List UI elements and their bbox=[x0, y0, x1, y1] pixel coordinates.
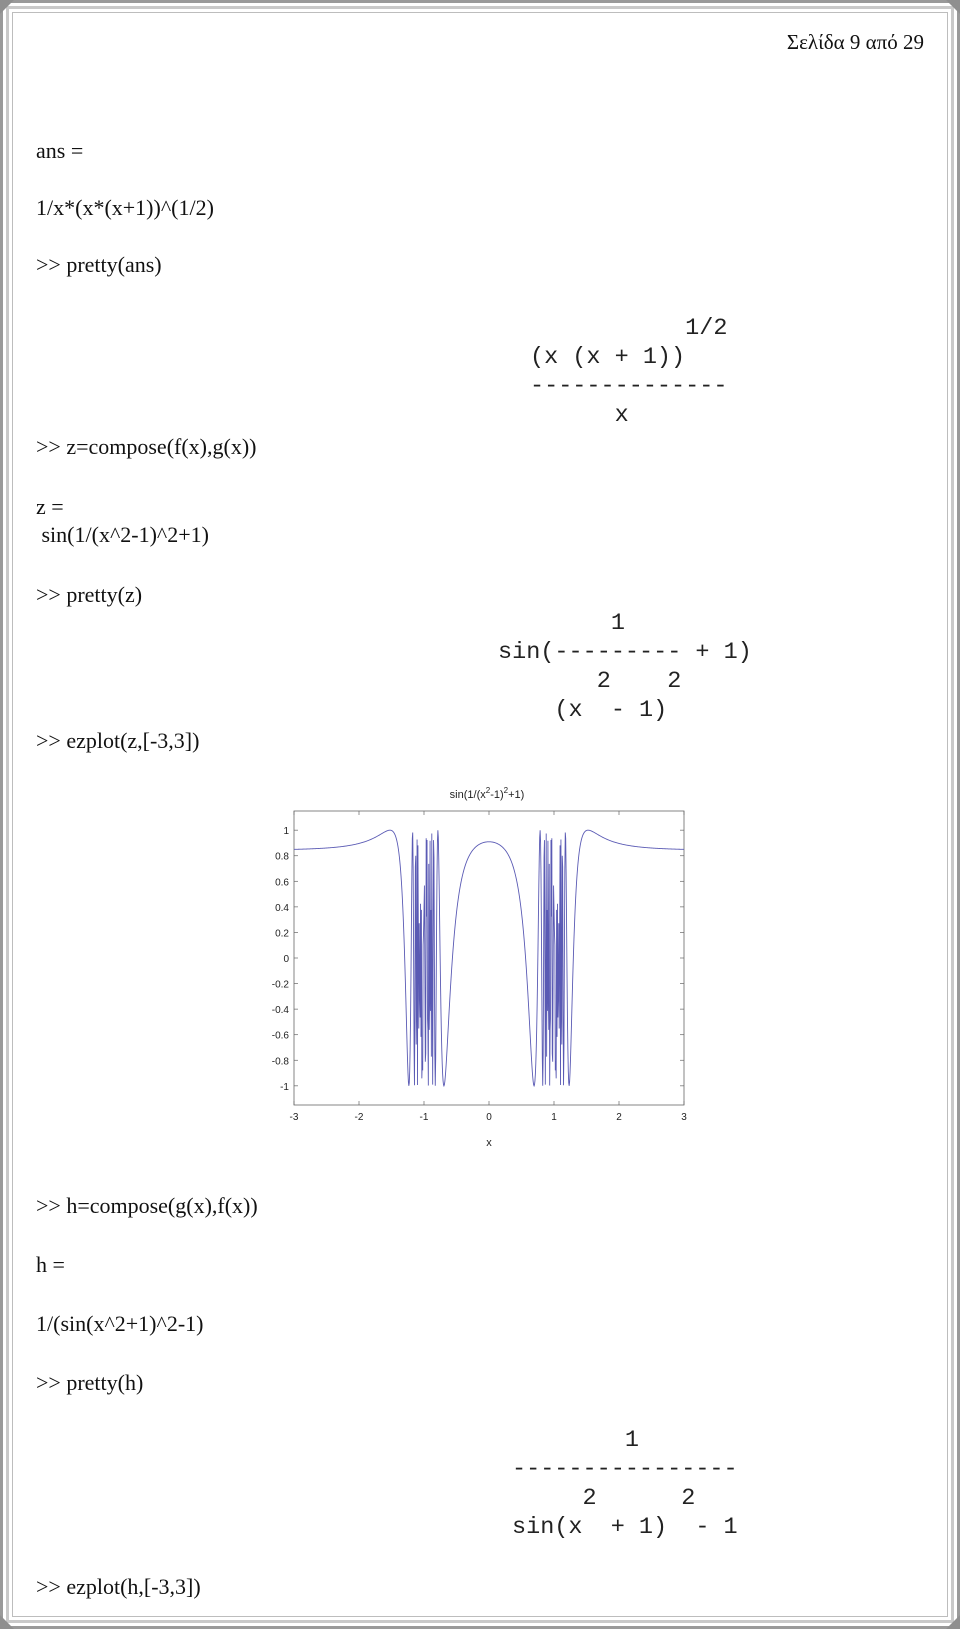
y-tick-label: -0.6 bbox=[271, 1030, 289, 1042]
command-pretty-z: >> pretty(z) bbox=[36, 582, 143, 607]
page-number-header: Σελίδα 9 από 29 bbox=[786, 30, 924, 54]
border-corner-bottom-right bbox=[946, 1615, 960, 1629]
x-tick-label: 0 bbox=[486, 1112, 492, 1123]
y-tick-label: -0.4 bbox=[271, 1005, 289, 1017]
command-compose-fg: >> z=compose(f(x),g(x)) bbox=[36, 434, 257, 459]
pretty-ans-line-2: (x (x + 1)) bbox=[530, 344, 686, 371]
command-pretty-h: >> pretty(h) bbox=[36, 1370, 144, 1395]
command-ezplot-z: >> ezplot(z,[-3,3]) bbox=[36, 728, 200, 753]
y-tick-label: 0.6 bbox=[275, 877, 289, 889]
ans-label: ans = bbox=[36, 138, 84, 163]
x-tick-label: -3 bbox=[289, 1112, 299, 1123]
pretty-h-line-1: 1 bbox=[512, 1427, 639, 1454]
pretty-z-line-2: sin(--------- + 1) bbox=[498, 639, 752, 666]
pretty-h-line-2: ---------------- bbox=[512, 1456, 738, 1483]
plot-area-frame bbox=[294, 811, 684, 1105]
x-tick-label: 3 bbox=[681, 1112, 687, 1123]
h-label: h = bbox=[36, 1252, 65, 1277]
border-corner-top-right bbox=[946, 0, 960, 14]
pretty-z-line-1: 1 bbox=[498, 610, 625, 637]
x-tick-label: -2 bbox=[354, 1112, 364, 1123]
border-corner-top-left bbox=[0, 0, 14, 14]
pretty-ans-line-1: 1/2 bbox=[530, 315, 728, 342]
z-value: sin(1/(x^2-1)^2+1) bbox=[36, 522, 209, 547]
z-label: z = bbox=[36, 494, 64, 519]
ezplot-figure bbox=[260, 782, 700, 1152]
chart-title: $\sin(1/(x^2-1)^2+1)$ bbox=[449, 786, 525, 801]
x-tick-label: 2 bbox=[616, 1112, 622, 1123]
command-compose-gf: >> h=compose(g(x),f(x)) bbox=[36, 1193, 258, 1218]
y-tick-label: -1 bbox=[280, 1081, 289, 1093]
command-ezplot-h: >> ezplot(h,[-3,3]) bbox=[36, 1574, 201, 1599]
y-tick-label: 0.8 bbox=[275, 851, 289, 863]
border-corner-bottom-left bbox=[0, 1615, 14, 1629]
pretty-z-line-3: 2 2 bbox=[498, 668, 682, 695]
pretty-ans-line-4: x bbox=[530, 402, 629, 429]
y-tick-label: 0.2 bbox=[275, 928, 289, 940]
command-pretty-ans: >> pretty(ans) bbox=[36, 252, 162, 277]
y-tick-label: 0 bbox=[283, 954, 289, 965]
pretty-h-line-3: 2 2 bbox=[512, 1485, 696, 1512]
h-value: 1/(sin(x^2+1)^2-1) bbox=[36, 1311, 204, 1336]
y-tick-label: 1 bbox=[283, 826, 289, 838]
ans-value: 1/x*(x*(x+1))^(1/2) bbox=[36, 195, 214, 220]
pretty-h-line-4: sin(x + 1) - 1 bbox=[512, 1514, 738, 1541]
y-tick-label: -0.2 bbox=[271, 979, 289, 991]
y-tick-label: 0.4 bbox=[275, 902, 289, 914]
pretty-z-line-4: (x - 1) bbox=[498, 697, 668, 724]
y-tick-label: -0.8 bbox=[271, 1056, 289, 1068]
x-tick-label: -1 bbox=[419, 1112, 429, 1123]
x-axis-label: x bbox=[486, 1137, 492, 1149]
x-tick-label: 1 bbox=[551, 1112, 557, 1123]
pretty-ans-line-3: -------------- bbox=[530, 373, 728, 400]
